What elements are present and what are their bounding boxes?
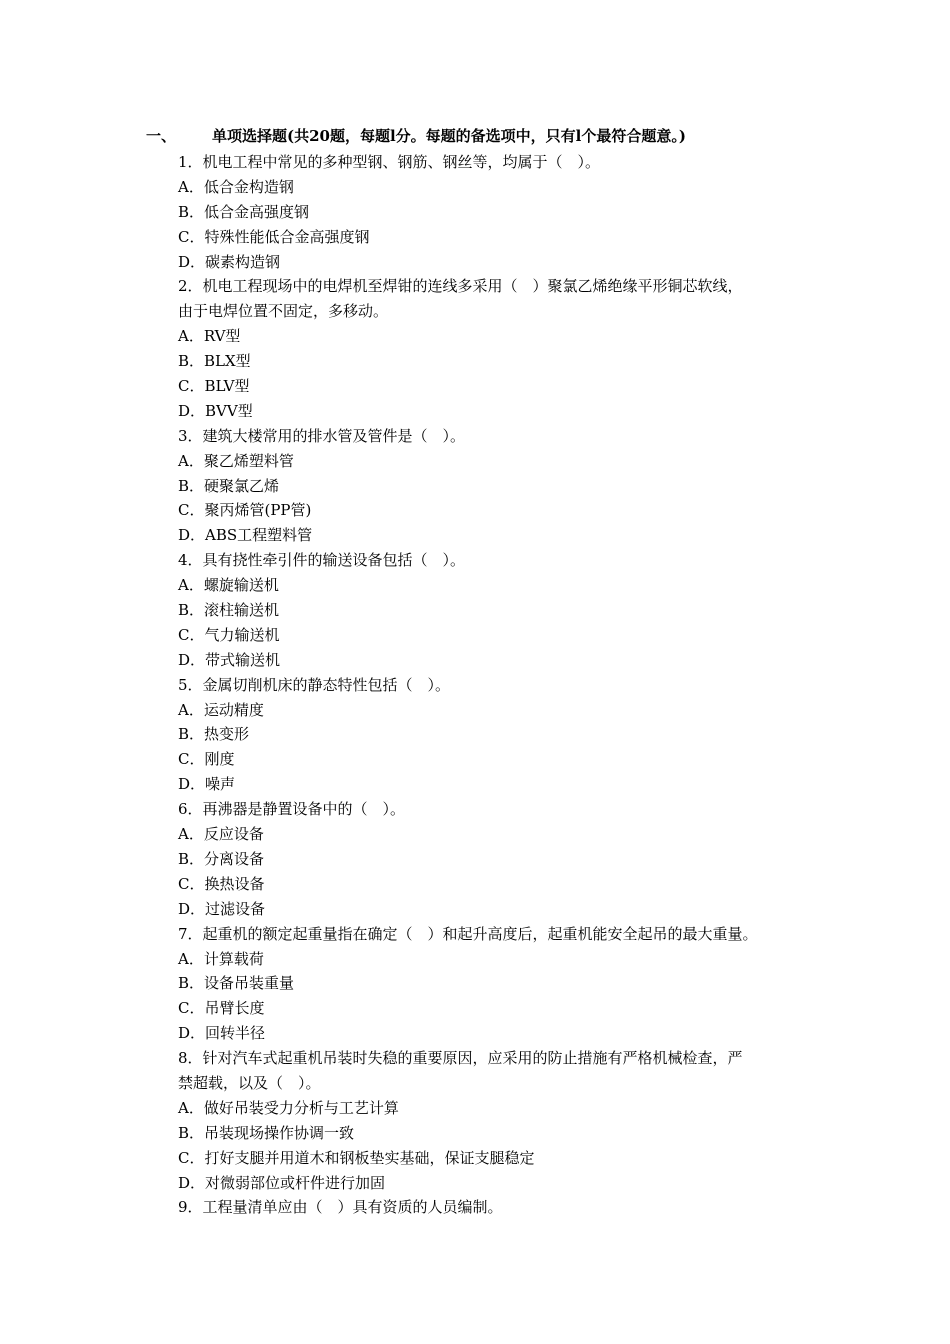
answer-option: D．噪声	[178, 775, 236, 794]
question-stem-line: 由于电焊位置不固定，多移动。	[178, 302, 389, 321]
question-stem-line: 禁超载，以及（ ）。	[178, 1073, 321, 1092]
answer-option: A．运动精度	[178, 700, 264, 719]
answer-option: D．BVV型	[178, 401, 253, 420]
answer-option: B．滚柱输送机	[178, 601, 280, 620]
answer-option: A．反应设备	[178, 825, 264, 844]
question-block	[178, 274, 828, 423]
answer-option: B．热变形	[178, 725, 250, 744]
answer-option: C．吊臂长度	[178, 999, 265, 1018]
question-block	[178, 548, 828, 672]
question-block	[178, 150, 828, 274]
answer-option: A．做好吊装受力分析与工艺计算	[178, 1098, 399, 1117]
question-block	[178, 922, 828, 1046]
question-block	[178, 673, 828, 797]
answer-option: D．对微弱部位或杆件进行加固	[178, 1173, 386, 1192]
answer-option: C．聚丙烯管(PP管)	[178, 501, 312, 520]
answer-option: B．吊装现场操作协调一致	[178, 1123, 355, 1142]
question-stem-line: 9．工程量清单应由（ ）具有资质的人员编制。	[178, 1198, 503, 1217]
question-stem-line: 5．金属切削机床的静态特性包括（ ）。	[178, 675, 451, 694]
section-heading	[146, 126, 686, 146]
question-stem-line: 8．针对汽车式起重机吊装时失稳的重要原因，应采用的防止措施有严格机械检查，严	[178, 1049, 743, 1068]
answer-option: A．低合金构造钢	[178, 177, 294, 196]
question-block	[178, 424, 828, 548]
answer-option: C．气力输送机	[178, 625, 280, 644]
question-stem-line: 1．机电工程中常见的多种型钢、钢筋、钢丝等，均属于（ ）。	[178, 153, 601, 171]
answer-option: C．打好支腿并用道木和钢板垫实基础，保证支腿稳定	[178, 1148, 535, 1167]
section-title: 单项选择题(共20题，每题l分。每题的备选项中，只有l个最符合题意。)	[212, 127, 686, 145]
answer-option: B．设备吊装重量	[178, 974, 295, 993]
question-block	[178, 1046, 828, 1195]
question-block	[178, 797, 828, 921]
answer-option: C．刚度	[178, 750, 235, 769]
answer-option: B．BLX型	[178, 352, 251, 371]
question-stem-line: 7．起重机的额定起重量指在确定（ ）和起升高度后，起重机能安全起吊的最大重量。	[178, 924, 758, 943]
question-stem-line: 2．机电工程现场中的电焊机至焊钳的连线多采用（ ）聚氯乙烯绝缘平形铜芯软线，	[178, 277, 743, 296]
answer-option: A．计算载荷	[178, 949, 264, 968]
question-stem-line: 3．建筑大楼常用的排水管及管件是（ ）。	[178, 426, 466, 445]
answer-option: C．BLV型	[178, 377, 250, 396]
answer-option: A．RV型	[178, 327, 241, 346]
answer-option: C．换热设备	[178, 874, 265, 893]
answer-option: B．低合金高强度钢	[178, 202, 310, 221]
question-list	[178, 150, 828, 1220]
answer-option: C．特殊性能低合金高强度钢	[178, 227, 370, 246]
answer-option: B．硬聚氯乙烯	[178, 476, 280, 495]
question-block	[178, 1195, 828, 1220]
answer-option: A．聚乙烯塑料管	[178, 451, 294, 470]
answer-option: B．分离设备	[178, 849, 265, 868]
answer-option: D．ABS工程塑料管	[178, 526, 313, 545]
section-number: 一、	[146, 127, 177, 145]
answer-option: D．过滤设备	[178, 899, 266, 918]
question-stem-line: 6．再沸器是静置设备中的（ ）。	[178, 800, 406, 819]
answer-option: D．带式输送机	[178, 650, 281, 669]
answer-option: A．螺旋输送机	[178, 576, 279, 595]
answer-option: D．回转半径	[178, 1024, 266, 1043]
question-stem-line: 4．具有挠性牵引件的输送设备包括（ ）。	[178, 551, 466, 570]
answer-option: D．碳素构造钢	[178, 252, 281, 271]
